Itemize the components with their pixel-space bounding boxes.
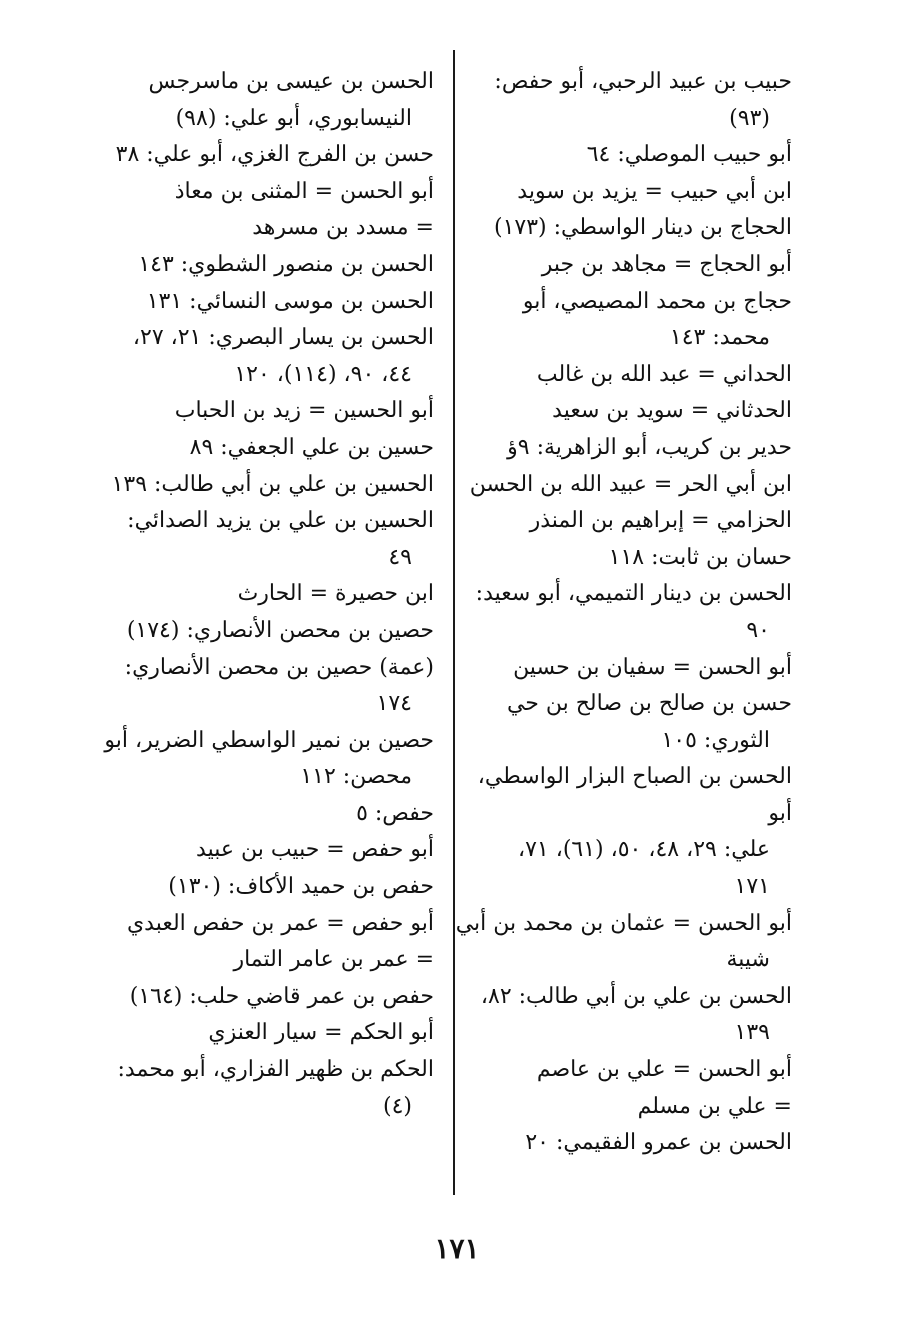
entry-line: الحسن بن موسى النسائي: ١٣١ bbox=[146, 288, 434, 314]
index-entry bbox=[452, 357, 792, 394]
entry-line: الحسن بن منصور الشطوي: ١٤٣ bbox=[138, 251, 434, 277]
entry-continuation: علي: ٢٩، ٤٨، ٥٠، (٦١)، ٧١، bbox=[517, 837, 770, 863]
entry-line: أبو الحسن = علي بن عاصم bbox=[536, 1057, 792, 1083]
entry-line: الحسن بن دينار التميمي، أبو سعيد: bbox=[475, 581, 792, 607]
index-entry bbox=[452, 284, 792, 357]
entry-line: الحسن بن علي بن أبي طالب: ٨٢، bbox=[480, 983, 792, 1009]
entry-line: أبو الحسن = سفيان بن حسين bbox=[513, 654, 792, 680]
entry-line: الحسن بن عيسى بن ماسرجس bbox=[148, 69, 434, 94]
entry-line: حدير بن كريب، أبو الزاهرية: ٩ؤ bbox=[507, 434, 792, 460]
entry-line: الحسين بن علي بن يزيد الصدائي: bbox=[127, 508, 434, 534]
index-entry bbox=[99, 393, 434, 430]
index-entry bbox=[99, 979, 434, 1016]
entry-line: حصين بن محصن الأنصاري: (١٧٤) bbox=[126, 617, 434, 643]
index-entry bbox=[99, 832, 434, 869]
entry-continuation: ٤٩ bbox=[388, 544, 412, 570]
left-column bbox=[99, 64, 434, 1125]
column-divider bbox=[453, 50, 455, 1195]
index-entry bbox=[99, 869, 434, 906]
index-entry bbox=[452, 650, 792, 687]
index-entry bbox=[99, 174, 434, 211]
entry-line: الحكم بن ظهير الفزاري، أبو محمد: bbox=[117, 1057, 434, 1083]
entry-line: ابن أبي حبيب = يزيد بن سويد bbox=[517, 178, 792, 204]
entry-line: الحداني = عبد الله بن غالب bbox=[536, 361, 792, 387]
entry-line: الحسن بن يسار البصري: ٢١، ٢٧، bbox=[132, 325, 434, 351]
entry-line: حفص: ٥ bbox=[356, 800, 434, 826]
index-entry bbox=[99, 723, 434, 796]
entry-continuation: (٩٣) bbox=[729, 105, 770, 131]
entry-line: حفص بن حميد الأكاف: (١٣٠) bbox=[168, 874, 434, 900]
entry-line: الحجاج بن دينار الواسطي: (١٧٣) bbox=[493, 215, 792, 241]
entry-line: = مسدد بن مسرهد bbox=[252, 215, 434, 241]
index-entry bbox=[452, 686, 792, 759]
entry-line: ابن حصيرة = الحارث bbox=[237, 581, 434, 607]
entry-line: الحزامي = إبراهيم بن المنذر bbox=[529, 508, 792, 534]
index-entry bbox=[99, 430, 434, 467]
index-entry bbox=[452, 1089, 792, 1126]
index-entry bbox=[99, 320, 434, 393]
entry-line: حسين بن علي الجعفي: ٨٩ bbox=[189, 434, 434, 460]
index-entry bbox=[99, 906, 434, 943]
entry-line: حسن بن الفرج الغزي، أبو علي: ٣٨ bbox=[115, 142, 434, 168]
index-entry bbox=[452, 576, 792, 649]
entry-line: = علي بن مسلم bbox=[637, 1093, 792, 1119]
index-entry bbox=[452, 393, 792, 430]
entry-continuation: النيسابوري، أبو علي: (٩٨) bbox=[175, 105, 412, 131]
index-entry bbox=[99, 247, 434, 284]
entry-line: أبو حبيب الموصلي: ٦٤ bbox=[586, 142, 792, 168]
entry-line: الحسن بن الصباح البزار الواسطي، أبو bbox=[477, 764, 792, 826]
entry-continuation: الثوري: ١٠٥ bbox=[661, 727, 770, 753]
entry-line: حفص بن عمر قاضي حلب: (١٦٤) bbox=[129, 983, 434, 1009]
index-entry bbox=[99, 284, 434, 321]
entry-line: أبو الحسن = المثنى بن معاذ bbox=[174, 178, 434, 204]
index-entry bbox=[99, 1015, 434, 1052]
index-entry bbox=[99, 942, 434, 979]
entry-line: أبو حفص = حبيب بن عبيد bbox=[196, 837, 434, 863]
entry-continuation: ١٧٤ bbox=[376, 691, 412, 717]
index-entry bbox=[452, 540, 792, 577]
entry-line: حصين بن نمير الواسطي الضرير، أبو bbox=[104, 727, 434, 753]
index-entry bbox=[452, 1125, 792, 1162]
entry-continuation: ٤٤، ٩٠، (١١٤)، ١٢٠ bbox=[234, 361, 412, 387]
entry-continuation: شيبة bbox=[726, 947, 770, 973]
index-entry bbox=[99, 503, 434, 576]
entry-line: الحسن بن عمرو الفقيمي: ٢٠ bbox=[525, 1130, 792, 1156]
entry-line: (عمة) حصين بن محصن الأنصاري: bbox=[124, 654, 434, 680]
index-entry bbox=[452, 906, 792, 979]
index-entry bbox=[452, 503, 792, 540]
entry-line: أبو الحكم = سيار العنزي bbox=[208, 1020, 434, 1046]
entry-line: أبو الحسن = عثمان بن محمد بن أبي bbox=[455, 910, 792, 936]
entry-continuation: (٤) bbox=[382, 1093, 412, 1119]
entry-line: الحسين بن علي بن أبي طالب: ١٣٩ bbox=[111, 471, 434, 497]
entry-line: حسان بن ثابت: ١١٨ bbox=[608, 544, 792, 570]
index-entry bbox=[452, 467, 792, 504]
index-entry bbox=[99, 796, 434, 833]
entry-continuation: ١٣٩ bbox=[734, 1020, 770, 1046]
entry-continuation: ٩٠ bbox=[746, 617, 770, 643]
index-entry bbox=[99, 650, 434, 723]
index-entry bbox=[452, 1052, 792, 1089]
entry-line: حبيب بن عبيد الرحبي، أبو حفص: bbox=[494, 69, 792, 94]
index-entry bbox=[452, 759, 792, 905]
entry-line: أبو حفص = عمر بن حفص العبدي bbox=[126, 910, 434, 936]
index-entry bbox=[99, 467, 434, 504]
entry-line: أبو الحسين = زيد بن الحباب bbox=[174, 398, 434, 424]
right-column bbox=[452, 64, 792, 1162]
entry-line: حجاج بن محمد المصيصي، أبو bbox=[522, 288, 792, 314]
entry-continuation: محمد: ١٤٣ bbox=[669, 325, 770, 351]
entry-continuation: ١٧١ bbox=[734, 874, 770, 900]
index-entry bbox=[452, 174, 792, 211]
index-entry bbox=[99, 613, 434, 650]
index-entry bbox=[99, 137, 434, 174]
index-entry bbox=[99, 1052, 434, 1125]
index-entry bbox=[99, 64, 434, 137]
index-entry bbox=[452, 979, 792, 1052]
entry-continuation: محصن: ١١٢ bbox=[300, 764, 412, 790]
index-entry bbox=[99, 210, 434, 247]
entry-line: = عمر بن عامر التمار bbox=[233, 947, 434, 973]
entry-line: الحدثاني = سويد بن سعيد bbox=[552, 398, 792, 424]
entry-line: ابن أبي الحر = عبيد الله بن الحسن bbox=[469, 471, 792, 497]
index-entry bbox=[452, 247, 792, 284]
index-entry bbox=[452, 137, 792, 174]
entry-line: حسن بن صالح بن صالح بن حي bbox=[506, 691, 792, 717]
entry-line: أبو الحجاج = مجاهد بن جبر bbox=[541, 251, 792, 277]
index-entry bbox=[452, 210, 792, 247]
index-entry bbox=[452, 64, 792, 137]
page-number: ١٧١ bbox=[434, 1232, 480, 1265]
index-entry bbox=[452, 430, 792, 467]
index-entry bbox=[99, 576, 434, 613]
